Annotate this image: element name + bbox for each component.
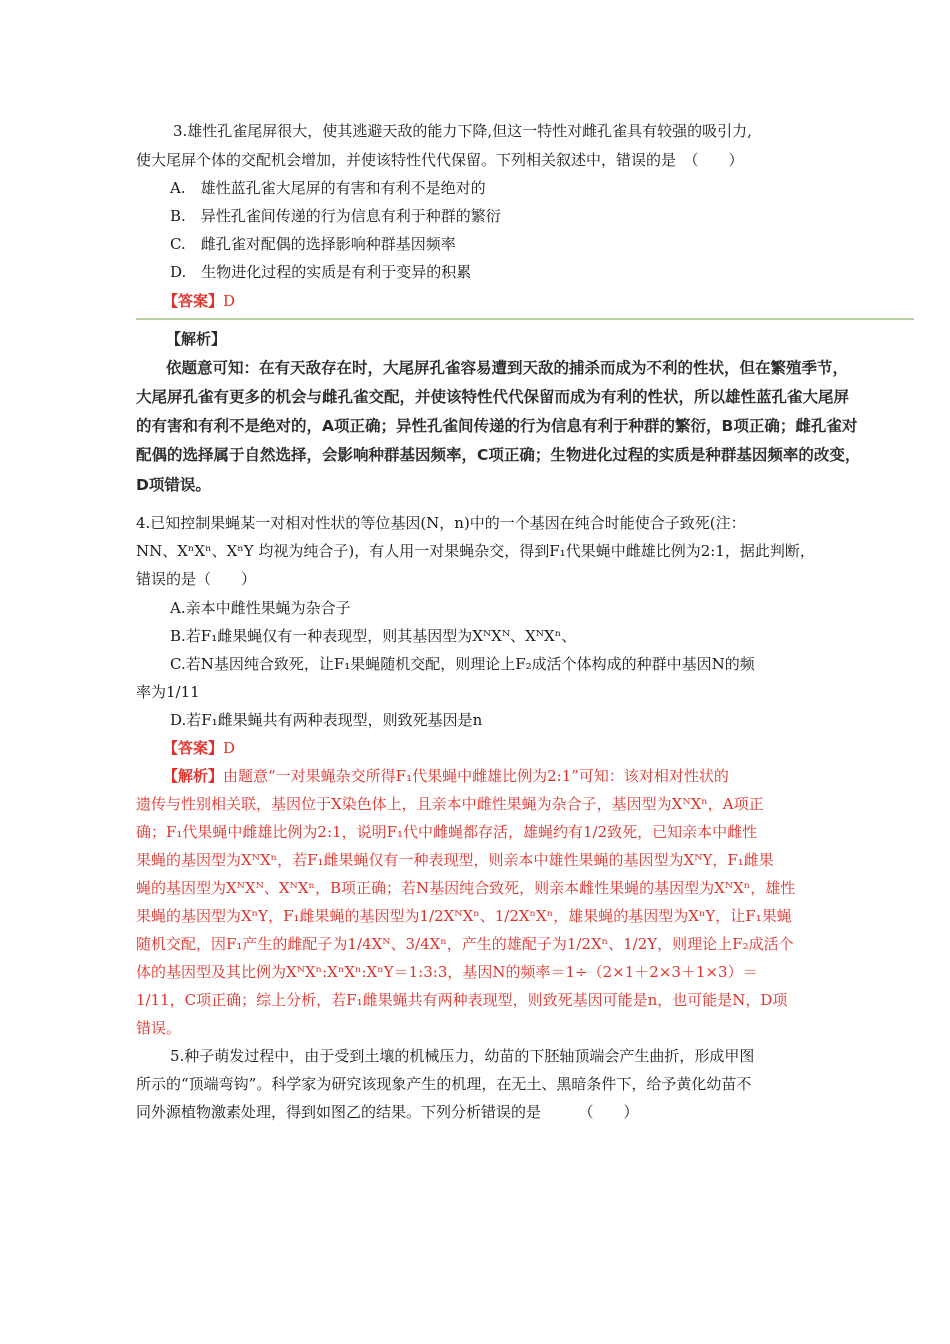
q4-option-b: B.若F₁雌果蝇仅有一种表现型，则其基因型为XᴺXᴺ、XᴺXⁿ、	[170, 627, 577, 645]
q3-analysis-line-2: 大尾屏孔雀有更多的机会与雌孔雀交配，并使该特性代代保留而成为有利的性状，所以雄性蓝孔雀大尾屏	[136, 388, 850, 406]
q3-answer	[163, 291, 235, 311]
q4-answer-tag: 【答案】	[163, 739, 224, 757]
q4-analysis-line-4: 果蝇的基因型为XᴺXⁿ，若F₁雌果蝇仅有一种表现型，则亲本中雄性果蝇的基因型为XᴺY，F₁雌果	[136, 851, 774, 869]
q4-analysis-text-1: 由题意“一对果蝇杂交所得F₁代果蝇中雌雄比例为2:1”可知：该对相对性状的	[223, 767, 729, 785]
q3-analysis-line-5: D项错误。	[136, 476, 211, 494]
q3-answer-value: D	[223, 292, 236, 310]
q4-answer-value: D	[223, 739, 236, 757]
q4-analysis-line-7: 随机交配，因F₁产生的雌配子为1/4Xᴺ、3/4Xⁿ，产生的雄配子为1/2Xⁿ、1/2Y，则理论上F₂成活个	[136, 935, 794, 953]
q3-analysis-image	[136, 318, 914, 508]
q3-stem-line-1: 3.雄性孔雀尾屏很大，使其逃避天敌的能力下降,但这一特性对雌孔雀具有较强的吸引力,	[173, 122, 752, 140]
q4-option-c: C.若N基因纯合致死，让F₁果蝇随机交配，则理论上F₂成活个体构成的种群中基因N的频	[170, 655, 755, 673]
q3-option-c: C. 雌孔雀对配偶的选择影响种群基因频率	[170, 235, 456, 253]
q4-analysis-line-3: 确；F₁代果蝇中雌雄比例为2:1，说明F₁代中雌蝇都存活，雄蝇约有1/2致死，已知亲本中雌性	[136, 823, 758, 841]
q4-analysis-tag: 【解析】	[163, 767, 224, 785]
q3-option-b: B. 异性孔雀间传递的行为信息有利于种群的繁衍	[170, 207, 501, 225]
q5-stem-line-3: 同外源植物激素处理，得到如图乙的结果。下列分析错误的是 （ ）	[136, 1103, 639, 1121]
q4-stem-line-3: 错误的是（ ）	[136, 570, 257, 588]
q3-analysis-line-4: 配偶的选择属于自然选择，会影响种群基因频率，C项正确；生物进化过程的实质是种群基因频率的改变，	[136, 446, 861, 464]
q3-answer-tag: 【答案】	[163, 292, 224, 310]
q3-option-a: A. 雄性蓝孔雀大尾屏的有害和有利不是绝对的	[170, 179, 486, 197]
q4-analysis-line-10: 错误。	[136, 1019, 182, 1037]
q4-analysis-line-6: 果蝇的基因型为XⁿY，F₁雌果蝇的基因型为1/2XᴺXⁿ、1/2XⁿXⁿ，雄果蝇的基因型为XⁿY，让F₁果蝇	[136, 907, 792, 925]
q3-analysis-tag: 【解析】	[166, 330, 227, 348]
q4-analysis-line-9: 1/11，C项正确；综上分析，若F₁雌果蝇共有两种表现型，则致死基因可能是n，也可能是N，D项	[136, 991, 788, 1009]
q4-option-a: A.亲本中雌性果蝇为杂合子	[170, 599, 351, 617]
q4-analysis-line-2: 遗传与性别相关联，基因位于X染色体上，且亲本中雌性果蝇为杂合子，基因型为XᴺXⁿ，A项正	[136, 795, 764, 813]
q3-option-d: D. 生物进化过程的实质是有利于变异的积累	[170, 263, 472, 281]
q3-analysis-line-1: 依题意可知：在有天敌存在时，大尾屏孔雀容易遭到天敌的捕杀而成为不利的性状，但在繁殖季节，	[166, 359, 849, 377]
q4-option-d: D.若F₁雌果蝇共有两种表现型，则致死基因是n	[170, 711, 483, 729]
q4-analysis-line-1	[163, 766, 729, 786]
q4-option-c-cont: 率为1/11	[136, 683, 200, 701]
q4-stem-line-1: 4.已知控制果蝇某一对相对性状的等位基因(N，n)中的一个基因在纯合时能使合子致死(注：	[136, 514, 746, 532]
q3-stem-line-2: 使大尾屏个体的交配机会增加，并使该特性代代保留。下列相关叙述中，错误的是 （ ）	[136, 151, 744, 169]
q4-answer	[163, 738, 235, 758]
q4-analysis-line-8: 体的基因型及其比例为XᴺXⁿ:XⁿXⁿ:XⁿY＝1:3:3，基因N的频率＝1÷（2×1＋2×3＋1×3）＝	[136, 963, 758, 981]
q4-analysis-line-5: 蝇的基因型为XᴺXᴺ、XᴺXⁿ，B项正确；若N基因纯合致死，则亲本雌性果蝇的基因型为XᴺXⁿ，雄性	[136, 879, 796, 897]
q5-stem-line-2: 所示的“顶端弯钩”。科学家为研究该现象产生的机理，在无土、黑暗条件下，给予黄化幼苗不	[136, 1075, 752, 1093]
q4-stem-line-2: NN、XⁿXⁿ、XⁿY 均视为纯合子)，有人用一对果蝇杂交，得到F₁代果蝇中雌雄比例为2:1，据此判断，	[136, 542, 815, 560]
q5-stem-line-1: 5.种子萌发过程中，由于受到土壤的机械压力，幼苗的下胚轴顶端会产生曲折，形成甲图	[170, 1047, 755, 1065]
q3-analysis-line-3: 的有害和有利不是绝对的，A项正确；异性孔雀间传递的行为信息有利于种群的繁衍，B项正确；雌孔雀对	[136, 417, 858, 435]
